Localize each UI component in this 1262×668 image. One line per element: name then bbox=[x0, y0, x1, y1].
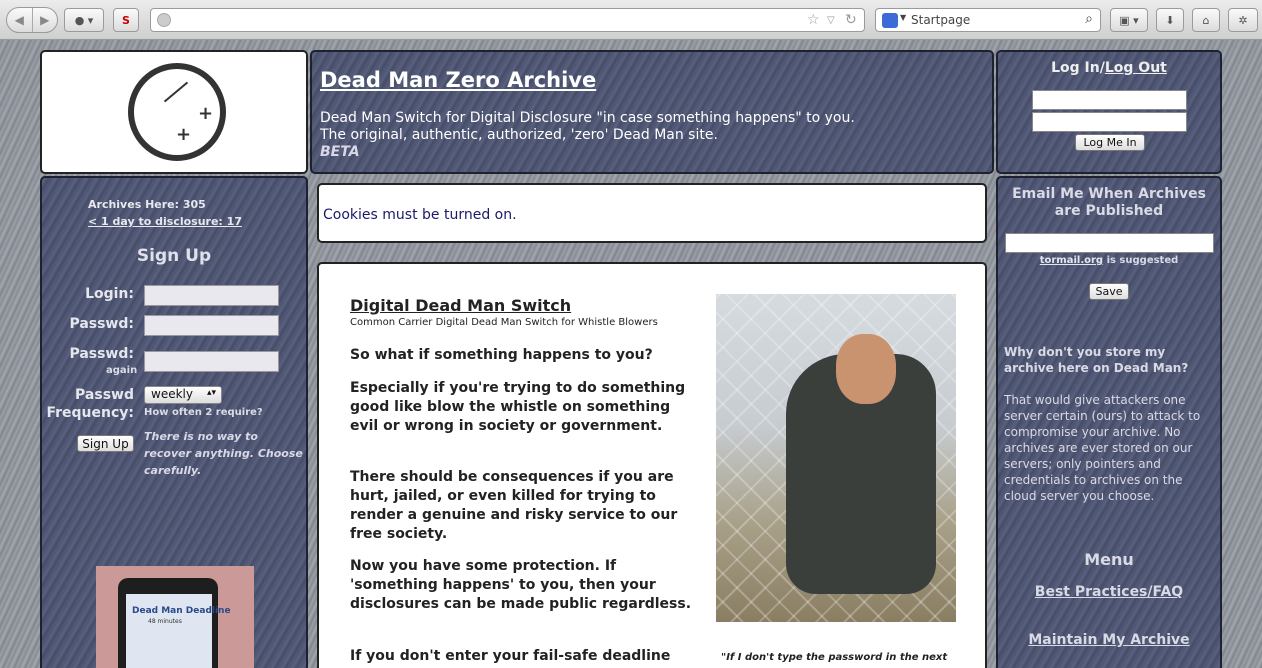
site-subtitle-1: Dead Man Switch for Digital Disclosure "in case something happens" to you. bbox=[320, 110, 855, 126]
archives-count: Archives Here: 305 bbox=[88, 198, 206, 211]
site-subtitle-2: The original, authentic, authorized, 'zero' Dead Man site. bbox=[320, 127, 718, 143]
addon-button[interactable] bbox=[1228, 8, 1258, 32]
search-engine-dropdown-icon[interactable]: ▼ bbox=[900, 13, 907, 22]
content-paragraph-3: There should be consequences if you are hurt, jailed, or even killed for trying to render a genuine and risky service to our free society. bbox=[350, 469, 678, 542]
photo-quote: "If I don't type the password in the next bbox=[721, 652, 948, 663]
site-title-link[interactable]: Dead Man Zero Archive bbox=[320, 68, 597, 92]
man-with-phone-photo bbox=[716, 294, 956, 622]
login-password-input[interactable] bbox=[1032, 112, 1187, 132]
why-text: That would give attackers one server certain (ours) to attack to compromise your archive. No archives are ever stored on our servers; only pointers and credentials to archives on the cloud server you choose. bbox=[1004, 393, 1201, 503]
phone-image bbox=[96, 566, 254, 668]
cookie-notice: Cookies must be turned on. bbox=[323, 207, 517, 223]
logo-box bbox=[40, 50, 308, 174]
signup-passwd-input[interactable] bbox=[144, 315, 279, 336]
extension-button[interactable] bbox=[64, 8, 104, 32]
signup-passwd-again-input[interactable] bbox=[144, 351, 279, 372]
select-arrows-icon: ▴▾ bbox=[206, 388, 216, 398]
email-title: Email Me When Archives are Published bbox=[1012, 186, 1206, 219]
photo-head bbox=[836, 334, 896, 404]
phone-subtitle: 48 minutes bbox=[148, 618, 182, 625]
beta-label: BETA bbox=[320, 144, 360, 160]
search-engine-icon[interactable] bbox=[882, 13, 898, 28]
logo-plus-top: + bbox=[198, 103, 214, 124]
signup-title: Sign Up bbox=[136, 246, 212, 266]
signup-panel bbox=[40, 176, 308, 668]
login-username-input[interactable] bbox=[1032, 90, 1187, 110]
main-content bbox=[317, 262, 987, 668]
email-input[interactable] bbox=[1005, 233, 1214, 253]
bookmarks-icon: ▣ ▾ bbox=[1119, 13, 1139, 27]
menu-item-maintain-archive[interactable]: Maintain My Archive bbox=[1028, 632, 1190, 648]
header-panel bbox=[310, 50, 994, 174]
content-paragraph-4: Now you have some protection. If 'something happens' to you, then your disclosures can be made public regardless. bbox=[350, 558, 692, 612]
content-paragraph-2: Especially if you're trying to do something good like blow the whistle on something evil or wrong in society or government. bbox=[350, 380, 686, 434]
reload-icon[interactable]: ↻ bbox=[845, 12, 857, 28]
bookmarks-button[interactable] bbox=[1110, 8, 1148, 32]
login-title bbox=[998, 60, 1220, 76]
recovery-warning: There is no way to recover anything. Choose carefully. bbox=[144, 430, 303, 477]
day-to-disclosure-link[interactable]: < 1 day to disclosure: 17 bbox=[88, 215, 242, 228]
signup-login-input[interactable] bbox=[144, 285, 279, 306]
right-panel bbox=[996, 176, 1222, 668]
content-paragraph-5: If you don't enter your fail-safe deadline bbox=[350, 648, 671, 664]
passwd-again-field-label: Passwd: bbox=[69, 346, 134, 362]
bookmark-star-icon[interactable]: ☆ bbox=[807, 12, 820, 28]
cookie-notice-box bbox=[317, 183, 987, 243]
passwd-frequency-value: weekly bbox=[151, 387, 193, 401]
downloads-button[interactable] bbox=[1156, 8, 1184, 32]
logout-link[interactable]: Log Out bbox=[1104, 60, 1167, 76]
search-icon[interactable]: ⌕ bbox=[1085, 11, 1093, 27]
freq-label-1: Passwd bbox=[75, 387, 134, 403]
save-button[interactable]: Save bbox=[1089, 283, 1129, 300]
why-title: Why don't you store my archive here on Dead Man? bbox=[1004, 345, 1189, 375]
content-title[interactable]: Digital Dead Man Switch bbox=[350, 296, 572, 315]
home-button[interactable] bbox=[1192, 8, 1220, 32]
noscript-button[interactable] bbox=[113, 8, 139, 32]
forward-icon[interactable]: ▶ bbox=[40, 13, 50, 27]
login-label: Log In/ bbox=[1051, 60, 1105, 76]
content-subtitle: Common Carrier Digital Dead Man Switch for Whistle Blowers bbox=[350, 317, 658, 328]
freq-label-2: Frequency: bbox=[46, 405, 134, 421]
again-label: again bbox=[106, 365, 138, 376]
logo-slash bbox=[164, 82, 188, 103]
home-icon: ⌂ bbox=[1202, 13, 1210, 27]
download-icon: ⬇ bbox=[1165, 13, 1175, 27]
logo-plus-bottom: + bbox=[176, 124, 192, 145]
sign-up-button[interactable]: Sign Up bbox=[77, 435, 134, 452]
search-engine-label: Startpage bbox=[911, 13, 971, 27]
back-icon[interactable]: ◀ bbox=[7, 8, 33, 32]
passwd-field-label: Passwd: bbox=[69, 316, 134, 332]
phone-title: Dead Man Deadline bbox=[132, 606, 231, 616]
logo-icon[interactable] bbox=[128, 63, 226, 161]
url-dropdown-icon[interactable]: ▽ bbox=[827, 15, 835, 26]
frequency-hint: How often 2 require? bbox=[144, 407, 263, 418]
login-panel bbox=[996, 50, 1222, 174]
browser-toolbar bbox=[0, 0, 1262, 40]
menu-title: Menu bbox=[1084, 550, 1134, 569]
search-bar[interactable] bbox=[875, 8, 1101, 32]
content-paragraph-1: So what if something happens to you? bbox=[350, 347, 653, 363]
globe-icon bbox=[157, 13, 171, 27]
noscript-icon: S bbox=[122, 13, 130, 27]
tormail-link[interactable]: tormail.org bbox=[1039, 255, 1104, 266]
nav-buttons bbox=[6, 7, 58, 33]
tormail-suggestion bbox=[998, 255, 1220, 266]
menu-item-best-practices[interactable]: Best Practices/FAQ bbox=[1034, 584, 1184, 600]
login-field-label: Login: bbox=[85, 286, 134, 302]
onion-icon: ● ▾ bbox=[74, 13, 94, 27]
tormail-suffix: is suggested bbox=[1103, 255, 1179, 266]
url-bar[interactable] bbox=[150, 8, 865, 32]
passwd-frequency-select[interactable] bbox=[144, 386, 222, 404]
log-me-in-button[interactable]: Log Me In bbox=[1075, 134, 1145, 151]
addon-icon: ✲ bbox=[1238, 13, 1248, 27]
